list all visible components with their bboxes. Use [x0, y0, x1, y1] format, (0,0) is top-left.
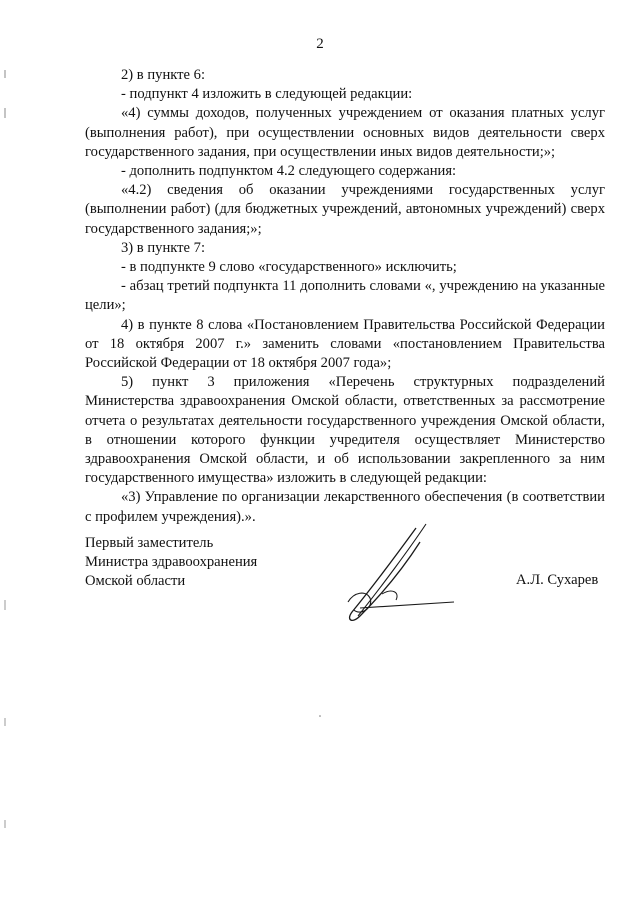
- paragraph: «3) Управление по организации лекарственного обеспечения (в соответствии с профилем учреждения).».: [85, 489, 605, 525]
- page-number: 2: [316, 36, 324, 52]
- paragraph: 3) в пункте 7:: [121, 239, 206, 256]
- signer-position-line: Первый заместитель: [85, 535, 214, 551]
- document-body: [85, 66, 605, 527]
- paragraph: - в подпункте 9 слово «государственного» исключить;: [121, 259, 457, 276]
- signer-position-line: Омской области: [85, 573, 186, 590]
- signer-position: [85, 534, 257, 592]
- paragraph: 5) пункт 3 приложения «Перечень структурных подразделений Министерства здравоохранения Омской области, ответственных за рассмотрение отчета о результатах деятельности государственного учреждения Омской области, в отношении которого функции учредителя осуществляет Министерство здравоохранения Омской области, и об использовании закрепленного за ним государственного имущества» изложить в следующей редакции:: [85, 374, 605, 487]
- signer-name: А.Л. Сухарев: [516, 572, 599, 588]
- paragraph: «4.2) сведения об оказании учреждениями государственных услуг (выполнении работ) (для бюджетных учреждений, автономных учреждений) сверх государственного задания;»;: [85, 182, 605, 237]
- paragraph: - дополнить подпунктом 4.2 следующего содержания:: [121, 163, 457, 180]
- paragraph: - подпункт 4 изложить в следующей редакции:: [121, 86, 413, 103]
- handwritten-signature: [330, 520, 470, 630]
- paragraph: 2) в пункте 6:: [121, 67, 206, 83]
- paragraph: «4) суммы доходов, полученных учреждением от оказания платных услуг (выполнения работ), при осуществлении основных видов деятельности сверх государственного задания, при осуществлении иных видов деятельности;»;: [85, 105, 605, 160]
- paragraph: 4) в пункте 8 слова «Постановлением Правительства Российской Федерации от 18 октября 2007 г.» заменить словами «постановлением Правительства Российской Федерации от 18 октября 2007 года»;: [85, 316, 605, 372]
- paragraph: - абзац третий подпункта 11 дополнить словами «, учреждению на указанные цели»;: [85, 278, 605, 314]
- signer-position-line: Министра здравоохранения: [85, 554, 258, 571]
